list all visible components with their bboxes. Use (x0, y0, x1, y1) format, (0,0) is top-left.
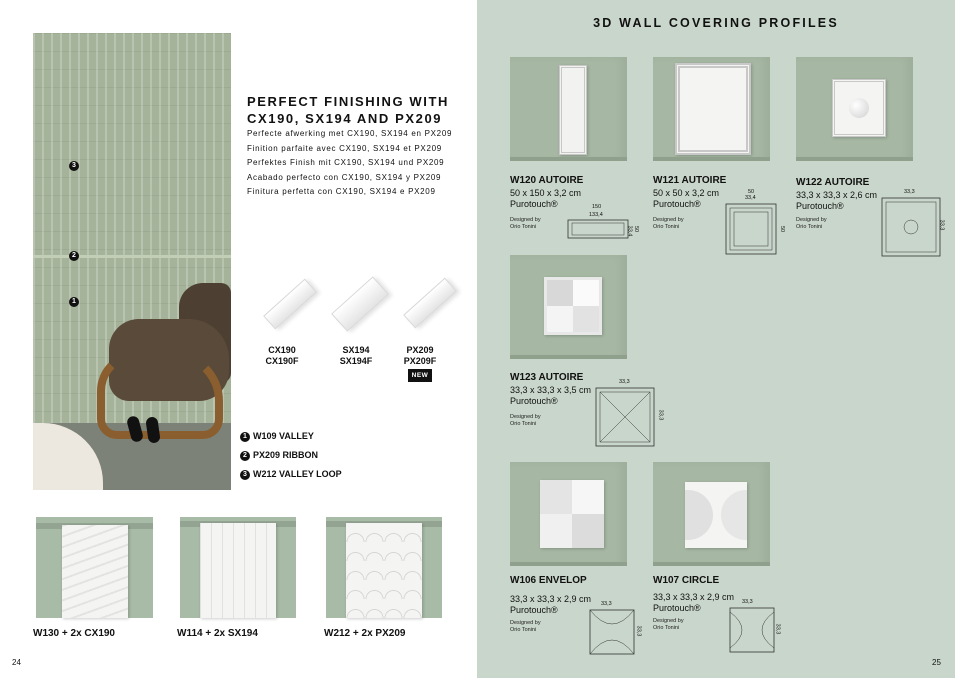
legend-label: PX209 RIBBON (253, 450, 319, 460)
product-name: W123 AUTOIRE (510, 372, 584, 383)
w114-panel (200, 523, 276, 618)
dim-label: 33,3 (904, 189, 915, 195)
legend-item (240, 465, 342, 484)
ribbon-profile (33, 255, 231, 258)
designer-name: Orio Tonini (653, 224, 680, 230)
w121-technical-drawing (722, 200, 780, 258)
w106-technical-drawing (588, 608, 636, 656)
dim-label: 33,3 (774, 623, 781, 635)
dim-label: 50 (633, 225, 640, 233)
designer-name: Orio Tonini (510, 421, 537, 427)
w120-panel (559, 65, 587, 155)
profile-code-flex: PX209F (403, 356, 437, 366)
new-badge: NEW (408, 369, 433, 382)
w106-panel (540, 480, 604, 548)
designed-by-label: Designed by (510, 217, 541, 223)
dims-text: 33,3 x 33,3 x 2,6 cm (796, 190, 878, 200)
translation-de: Perfektes Finish mit CX190, SX194 und PX209 (247, 158, 445, 167)
profile-cx190 (262, 345, 302, 367)
designer-credit (510, 620, 541, 634)
w122-technical-drawing (880, 196, 945, 258)
dim-label: 33,3 (657, 409, 664, 421)
w107-arc (721, 490, 747, 540)
w122-panel (832, 79, 886, 137)
legend-number: 1 (240, 432, 250, 442)
w123-technical-drawing (594, 386, 658, 448)
designer-name: Orio Tonini (796, 224, 823, 230)
left-page (0, 0, 477, 678)
dims-text: 50 x 150 x 3,2 cm (510, 188, 582, 198)
legend-label: W109 VALLEY (253, 431, 314, 441)
material-text: Purotouch® (796, 201, 844, 211)
designed-by-label: Designed by (510, 414, 541, 420)
designed-by-label: Designed by (653, 618, 684, 624)
product-name: W121 AUTOIRE (653, 175, 727, 186)
material-text: Purotouch® (510, 605, 558, 615)
designer-credit (653, 618, 684, 632)
w212-panel (346, 523, 422, 618)
translation-it: Finitura perfetta con CX190, SX194 e PX209 (247, 187, 436, 196)
right-page-title: 3D WALL COVERING PROFILES (593, 16, 839, 30)
dims-text: 33,3 x 33,3 x 2,9 cm (653, 592, 735, 602)
designed-by-label: Designed by (510, 620, 541, 626)
w122-dome (849, 98, 869, 118)
product-name: W106 ENVELOP (510, 575, 587, 586)
chair-frame (97, 351, 223, 439)
dims-text: 33,3 x 33,3 x 3,5 cm (510, 385, 592, 395)
dim-label: 33,3 (601, 601, 612, 607)
headline-translations (247, 127, 452, 200)
w123-image (510, 255, 627, 359)
product-name: W120 AUTOIRE (510, 175, 584, 186)
page-number: 24 (12, 658, 21, 667)
w107-arc (685, 490, 713, 540)
w123-panel (544, 277, 602, 335)
w121-image (653, 57, 770, 161)
profile-code: PX209 (406, 345, 434, 355)
dim-label: 33,4 (745, 195, 756, 201)
w106-image (510, 462, 627, 566)
px209-profile-image (403, 278, 457, 329)
profile-sx194 (336, 345, 376, 367)
material-text: Purotouch® (653, 199, 701, 209)
w121-panel (675, 63, 751, 155)
w107-panel (685, 482, 747, 548)
profile-code: CX190 (268, 345, 296, 355)
legend-number: 2 (240, 451, 250, 461)
profile-code: SX194 (342, 345, 370, 355)
dim-label: 33,4 (626, 225, 633, 237)
material-text: Purotouch® (510, 199, 558, 209)
designer-credit (510, 414, 541, 428)
product-dimensions (510, 188, 581, 210)
designer-name: Orio Tonini (510, 224, 537, 230)
legend-item (240, 427, 342, 446)
dims-text: 50 x 50 x 3,2 cm (653, 188, 720, 198)
dim-label: 33,3 (619, 379, 630, 385)
designer-credit (796, 217, 827, 231)
dim-label: 33,3 (742, 599, 753, 605)
designed-by-label: Designed by (653, 217, 684, 223)
product-dimensions (510, 385, 591, 407)
w130-panel (62, 525, 128, 618)
w107-technical-drawing (728, 606, 776, 654)
designer-name: Orio Tonini (653, 625, 680, 631)
designer-credit (510, 217, 541, 231)
profile-px209 (400, 345, 440, 382)
legend-item (240, 446, 342, 465)
product-dimensions (653, 188, 719, 210)
product-dimensions (653, 592, 734, 614)
translation-nl: Perfecte afwerking met CX190, SX194 en PX209 (247, 129, 453, 138)
w122-image (796, 57, 913, 161)
product-name: W107 CIRCLE (653, 575, 720, 586)
combo-w114-image (180, 517, 296, 618)
dim-label: 50 (748, 189, 755, 195)
headline: PERFECT FINISHING WITH CX190, SX194 AND PX209 (247, 94, 450, 126)
combo-w130-image (36, 517, 153, 618)
profile-code-flex: SX194F (339, 356, 373, 366)
combo-label: W130 + 2x CX190 (33, 628, 115, 639)
combo-w212-image (326, 517, 442, 618)
legend-label: W212 VALLEY LOOP (253, 469, 342, 479)
designed-by-label: Designed by (796, 217, 827, 223)
material-text: Purotouch® (653, 603, 701, 613)
profile-code-flex: CX190F (265, 356, 299, 366)
designer-name: Orio Tonini (510, 627, 537, 633)
sx194-profile-image (331, 276, 389, 331)
photo-legend (240, 427, 342, 484)
photo-marker-1: 1 (69, 297, 79, 307)
combo-label: W212 + 2x PX209 (324, 628, 406, 639)
product-dimensions (796, 190, 877, 212)
translation-fr: Finition parfaite avec CX190, SX194 et PX209 (247, 143, 442, 153)
dim-label: 133,4 (589, 212, 603, 218)
product-dimensions (510, 594, 591, 616)
dim-label: 50 (779, 225, 786, 233)
legend-number: 3 (240, 470, 250, 480)
product-name: W122 AUTOIRE (796, 177, 870, 188)
dim-label: 33,3 (938, 219, 945, 231)
page-number: 25 (932, 658, 941, 667)
dim-label: 33,3 (635, 625, 642, 637)
w120-image (510, 57, 627, 161)
photo-marker-3: 3 (69, 161, 79, 171)
dims-text: 33,3 x 33,3 x 2,9 cm (510, 594, 592, 604)
room-photo (33, 33, 231, 490)
photo-marker-2: 2 (69, 251, 79, 261)
translation-es: Acabado perfecto con CX190, SX194 y PX209 (247, 172, 442, 182)
cx190-profile-image (263, 279, 317, 330)
material-text: Purotouch® (510, 396, 558, 406)
dim-label: 150 (592, 204, 602, 210)
designer-credit (653, 217, 684, 231)
w107-image (653, 462, 770, 566)
combo-label: W114 + 2x SX194 (177, 628, 258, 639)
